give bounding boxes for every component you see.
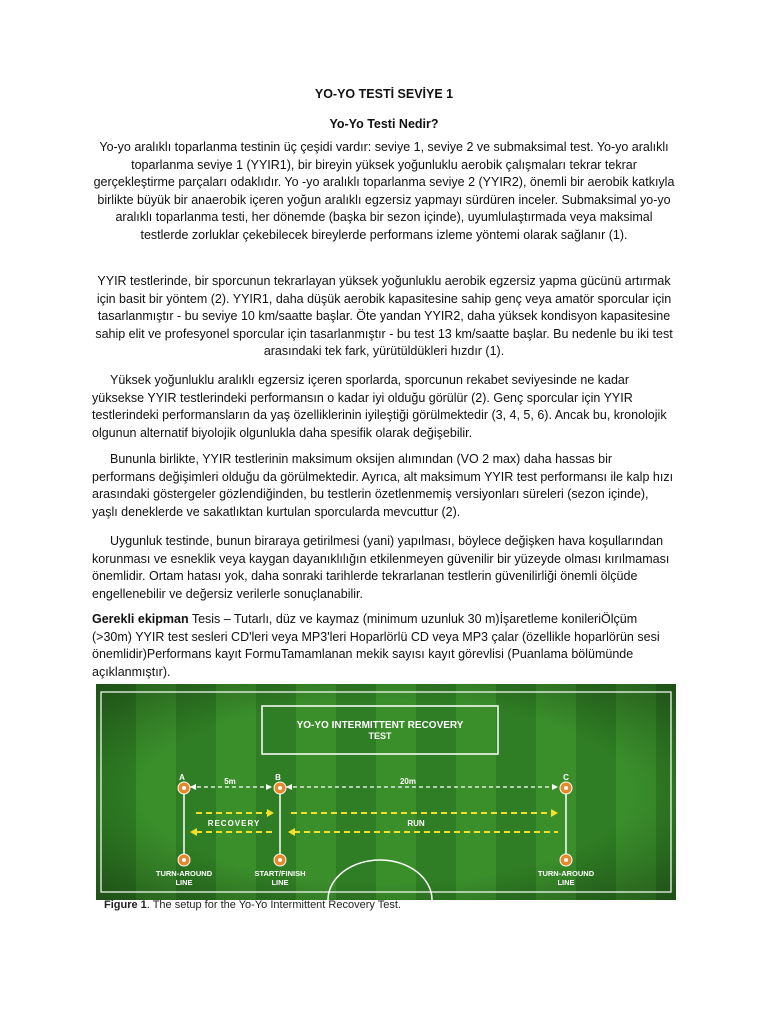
distance-5m: 5m — [224, 777, 236, 786]
equipment-text: Tesis – Tutarlı, düz ve kaymaz (minimum uzunluk 30 m)İşaretleme konileriÖlçüm (>30m) YYIR test sesleri CD'leri veya MP3'leri Hoparlörlü CD veya MP3 çalar (özellikle hoparlörün sesi önemlidir)Performans kayıt FormuTamamlanan mekik sayısı kayıt görevlisi (Puanlama bölümünde açıklanmıştır). — [92, 612, 660, 679]
cone-a-bottom — [178, 854, 190, 866]
document-subtitle: Yo-Yo Testi Nedir? — [329, 117, 439, 131]
paragraph-yyir-levels: YYIR testlerinde, bir sporcunun tekrarlayan yüksek yoğunluklu aerobik egzersiz yapma gücünü artırmak için basit bir yöntem (2). YYIR1, daha düşük aerobik kapasitesine sahip genç veya amatör sporcular için tasarlanmıştır - bu seviye 10 km/saatte başlar. Öte yandan YYIR2, daha yüksek kondisyon kapasitesine sahip elit ve profesyonel sporcular için tasarlanmıştır - bu test 13 km/saatte başlar. Bu nedenle bu iki test arasındaki tek fark, yürütüldükleri hızdır (1). — [95, 274, 673, 358]
figure-caption — [104, 899, 401, 911]
run-label: RUN — [407, 819, 425, 828]
box-title-line1: YO-YO INTERMITTENT RECOVERY — [296, 720, 464, 731]
start-finish-line2: LINE — [271, 878, 289, 887]
paragraph-performance: Yüksek yoğunluklu aralıklı egzersiz içeren sporlarda, sporcunun rekabet seviyesinde ne kadar yüksekse YYIR testlerindeki performansın o kadar iyi olduğu görülür (2). Genç sporcular için YYIR testlerindeki performansların da yaş özelliklerinin iyileştiği görülmektedir (3, 4, 5, 6). Ancak bu, kronolojik olgunun alternatif biyolojik olgunlukla daha spesifik olarak değişebilir. — [92, 373, 667, 440]
cone-a-label: A — [179, 773, 185, 782]
cone-a-top — [178, 782, 190, 794]
equipment-heading: Gerekli ekipman — [92, 612, 189, 626]
turn-around-right-line1: TURN-AROUND — [537, 869, 595, 878]
start-finish-line1: START/FINISH — [254, 869, 306, 878]
box-title-line2: TEST — [368, 731, 392, 741]
caption-text: . The setup for the Yo-Yo Intermittent Recovery Test. — [146, 899, 401, 911]
caption-label: Figure 1 — [104, 899, 147, 911]
cone-c-label: C — [563, 773, 569, 782]
distance-20m: 20m — [399, 777, 417, 786]
yoyo-field-figure — [96, 684, 676, 900]
cone-b-label: B — [275, 773, 281, 782]
cone-c-bottom — [560, 854, 572, 866]
paragraph-intro: Yo-yo aralıklı toparlanma testinin üç çeşidi vardır: seviye 1, seviye 2 ve submaksimal test. Yo-yo aralıklı toparlanma seviye 1 (YYIR1), bir bireyin yüksek yoğunluklu aerobik çalışmaları tekrar tekrar gerçekleştirme parçaları odaklıdır. Yo -yo aralıklı toparlanma seviye 2 (YYIR2), önemli bir aerobik katkıyla birlikte büyük bir anaerobik içeren yoğun aralıklı egzersiz yapmayı sürdüren inceler. Submaksimal yo-yo aralıklı toparlanma testi, her dönemde (başka bir sezon içinde), uyumlulaştırmada veya maksimal testlerde zorluklar çekebilecek bireylerde performans izleme yöntemi olarak sağlanır (1). — [93, 140, 675, 242]
paragraph-vo2max: Bununla birlikte, YYIR testlerinin maksimum oksijen alımından (VO 2 max) daha hassas bir performans değişimleri olduğu da görülmektedir. Ayrıca, alt maksimum YYIR test performansı ile kalp hızı arasındaki göstergeler gözlendiğinden, bu testlerin özetlenmemiş versiyonları süreleri (sezon içinde), yaşlı deneklerde ve sakatlıktan kurtulan sporcularda mevcuttur (2). — [92, 452, 674, 519]
cone-b-top — [274, 782, 286, 794]
turn-around-left-line2: LINE — [175, 878, 193, 887]
turn-around-left-line1: TURN-AROUND — [155, 869, 213, 878]
recovery-label: RECOVERY — [207, 819, 261, 828]
cone-b-bottom — [274, 854, 286, 866]
paragraph-conditions: Uygunluk testinde, bunun biraraya getirilmesi (yani) yapılması, böylece değişken hava koşullarından korunması ve esneklik veya kaygan dayanıklılığın etkilenmeyen güvenilir bir yüzeyde olması kırılmaması önemlidir. Ortam hatası yok, daha sonraki tarihlerde tekrarlanan testlerin güvenilirliği önemli ölçüde engellenebilir ve değersiz verilerle sonuçlanabilir. — [92, 534, 670, 601]
turn-around-right-line2: LINE — [557, 878, 575, 887]
paragraph-equipment — [92, 611, 676, 681]
document-title: YO-YO TESTİ SEVİYE 1 — [314, 87, 454, 101]
cone-c-top — [560, 782, 572, 794]
